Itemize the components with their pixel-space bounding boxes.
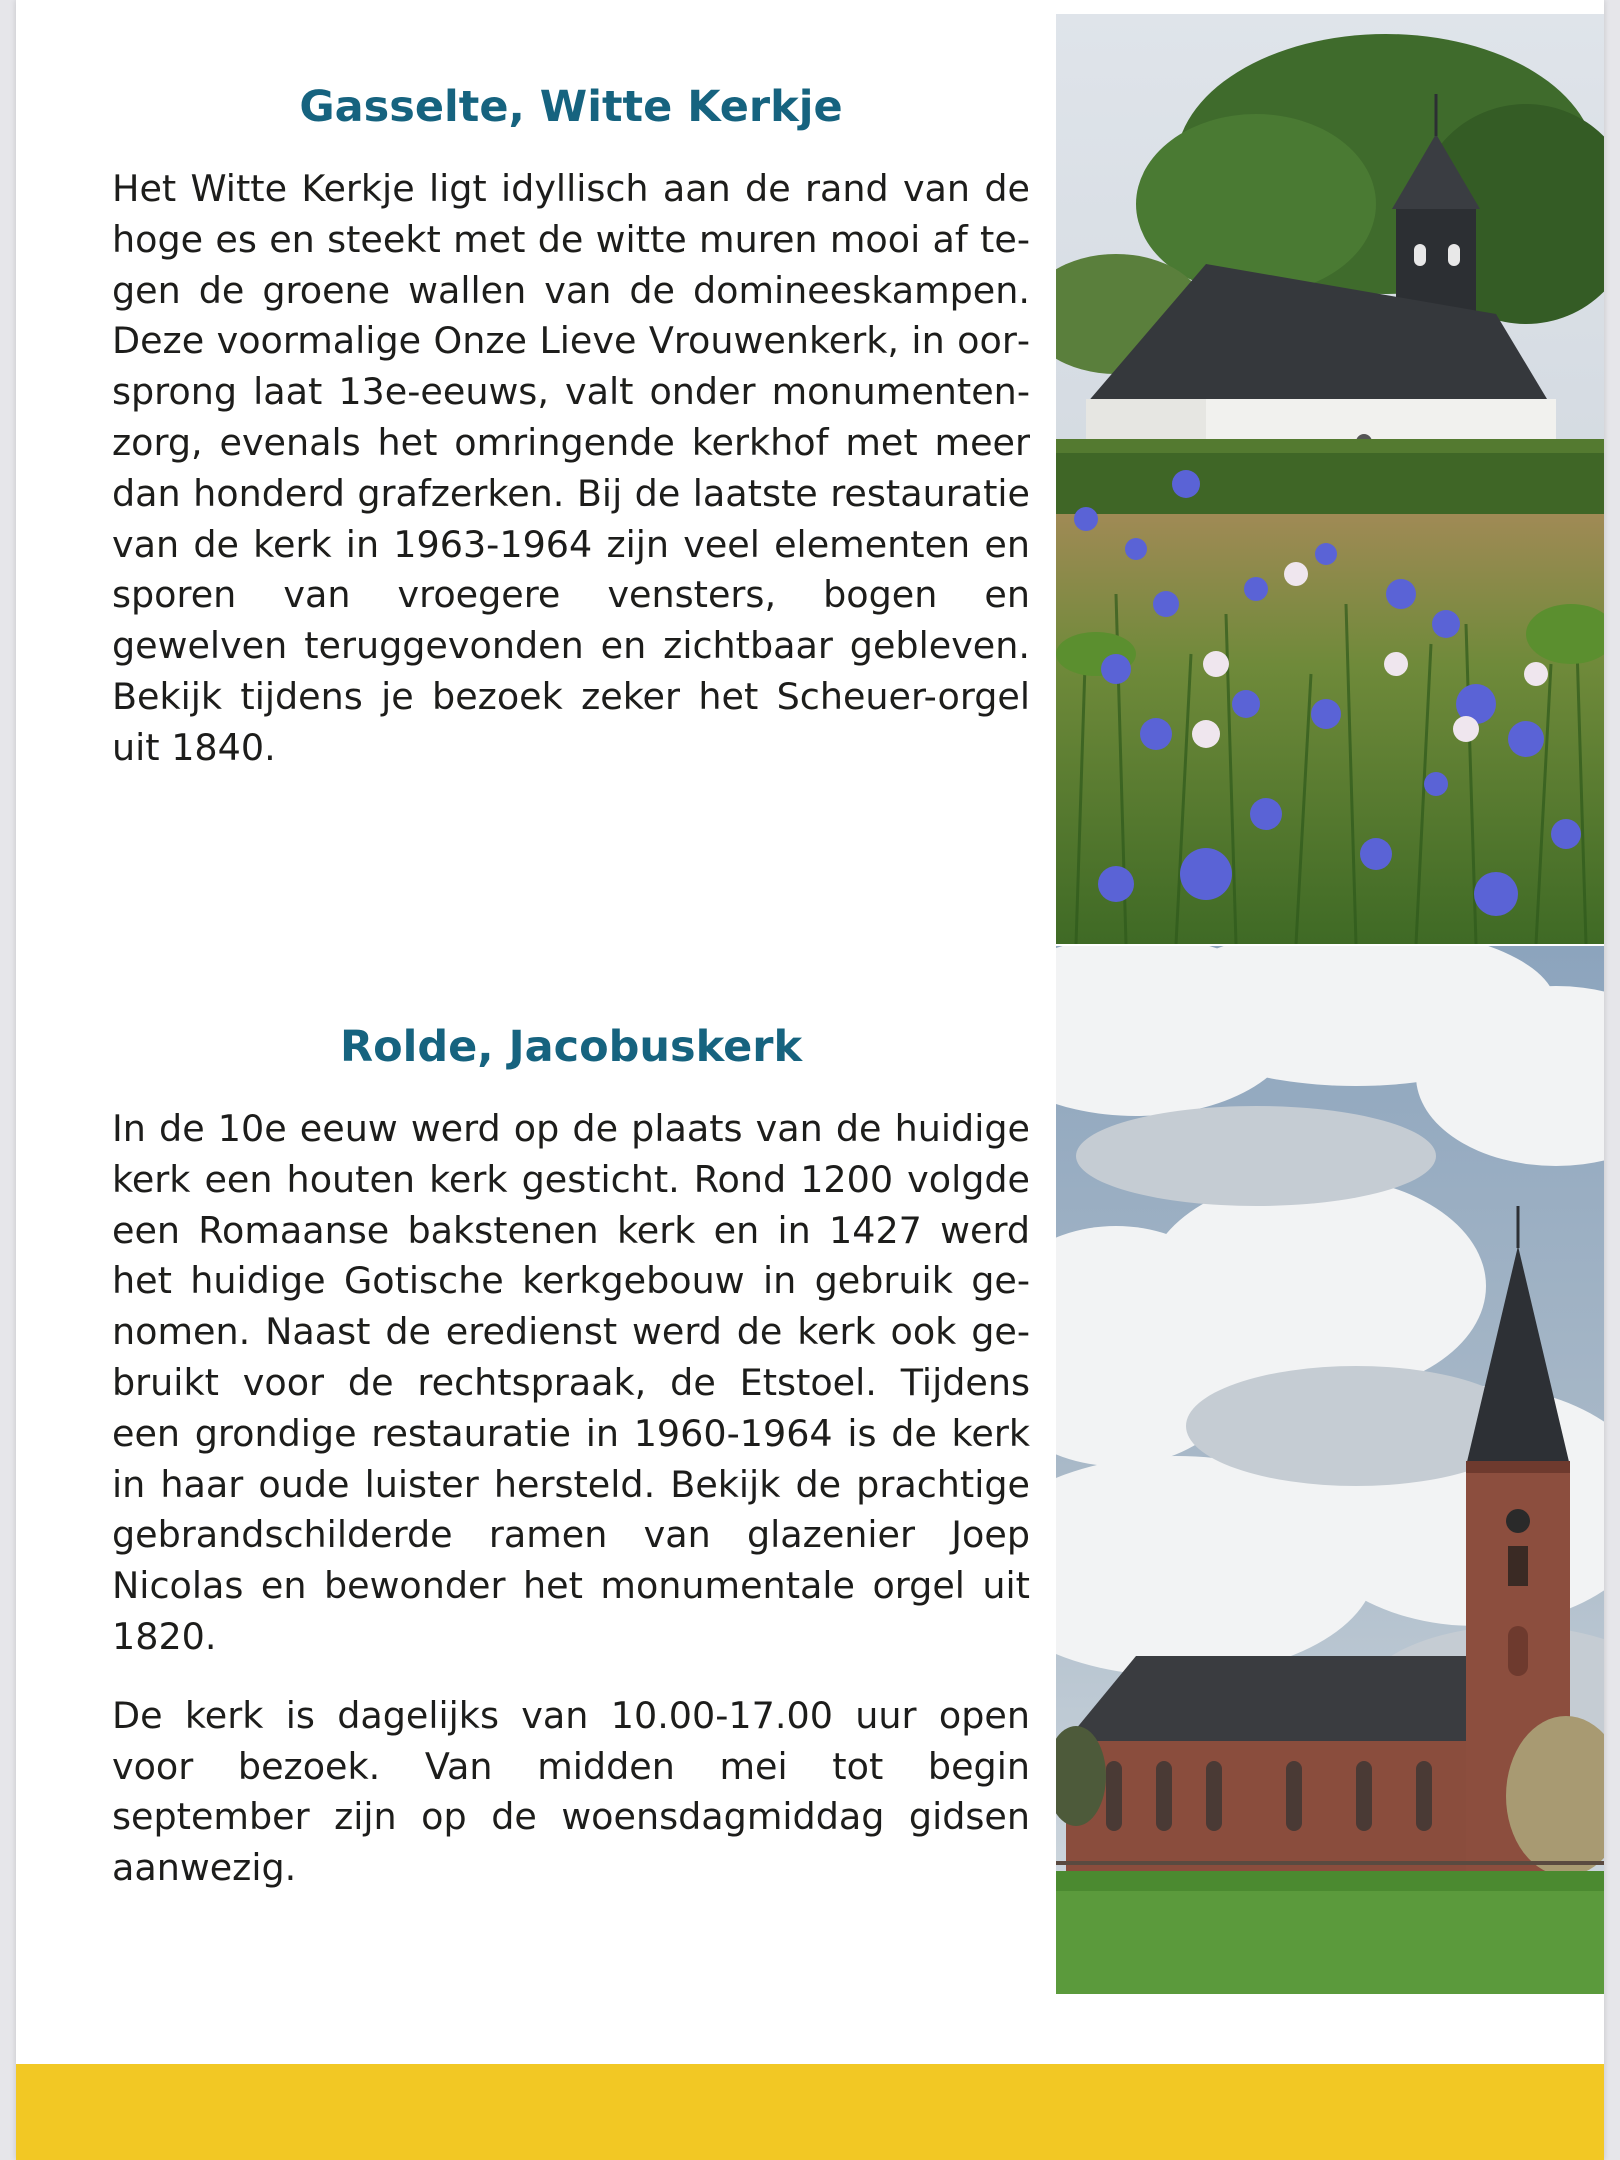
section-rolde [112,1018,1030,1894]
section-title: Gasselte, Witte Kerkje [299,82,843,132]
brochure-page [16,0,1604,2160]
section-title: Rolde, Jacobuskerk [339,1022,803,1072]
brick-church-illustration [1056,946,1604,1994]
section-paragraph: Het Witte Kerkje ligt idyllisch aan de rand van de hoge es en steekt met de witte muren mooi af tegen de groene wallen van de domineeskampen. Deze voormalige Onze Lieve Vrouwenkerk, in oorsprong laat 13e-eeuws, valt onder monumentenzorg, evenals het omringende kerkhof met meer dan honderd grafzerken. Bij de laatste restauratie van de kerk in 1963-1964 zijn veel elementen en sporen van vroegere vensters, bogen en gewelven teruggevonden en zichtbaar gebleven. Bekijk tijdens je bezoek zeker het Scheuer-orgel uit 1840. [112,167,1030,769]
footer-color-band [16,2064,1604,2160]
section-gasselte [112,78,1030,774]
photo-white-church [1056,14,1604,944]
section-paragraph-opening-hours: De kerk is dagelijks van 10.00-17.00 uur open voor bezoek. Van midden mei tot begin september zijn op de woensdagmiddag gidsen aanwezig. [112,1693,1030,1890]
section-paragraph: In de 10e eeuw werd op de plaats van de huidige kerk een houten kerk gesticht. Rond 1200 volgde een Romaanse bakstenen kerk en in 1427 werd het huidige Gotische kerkgebouw in gebruik genomen. Naast de eredienst werd de kerk ook gebruikt voor de rechtspraak, de Etstoel. Tijdens een grondige restauratie in 1960-1964 is de kerk in haar oude luister hersteld. Bekijk de prachtige gebrandschilderde ramen van glazenier Joep Nicolas en bewonder het monumentale orgel uit 1820. [112,1107,1030,1658]
photo-brick-church [1056,946,1604,1994]
white-church-illustration [1056,14,1604,944]
